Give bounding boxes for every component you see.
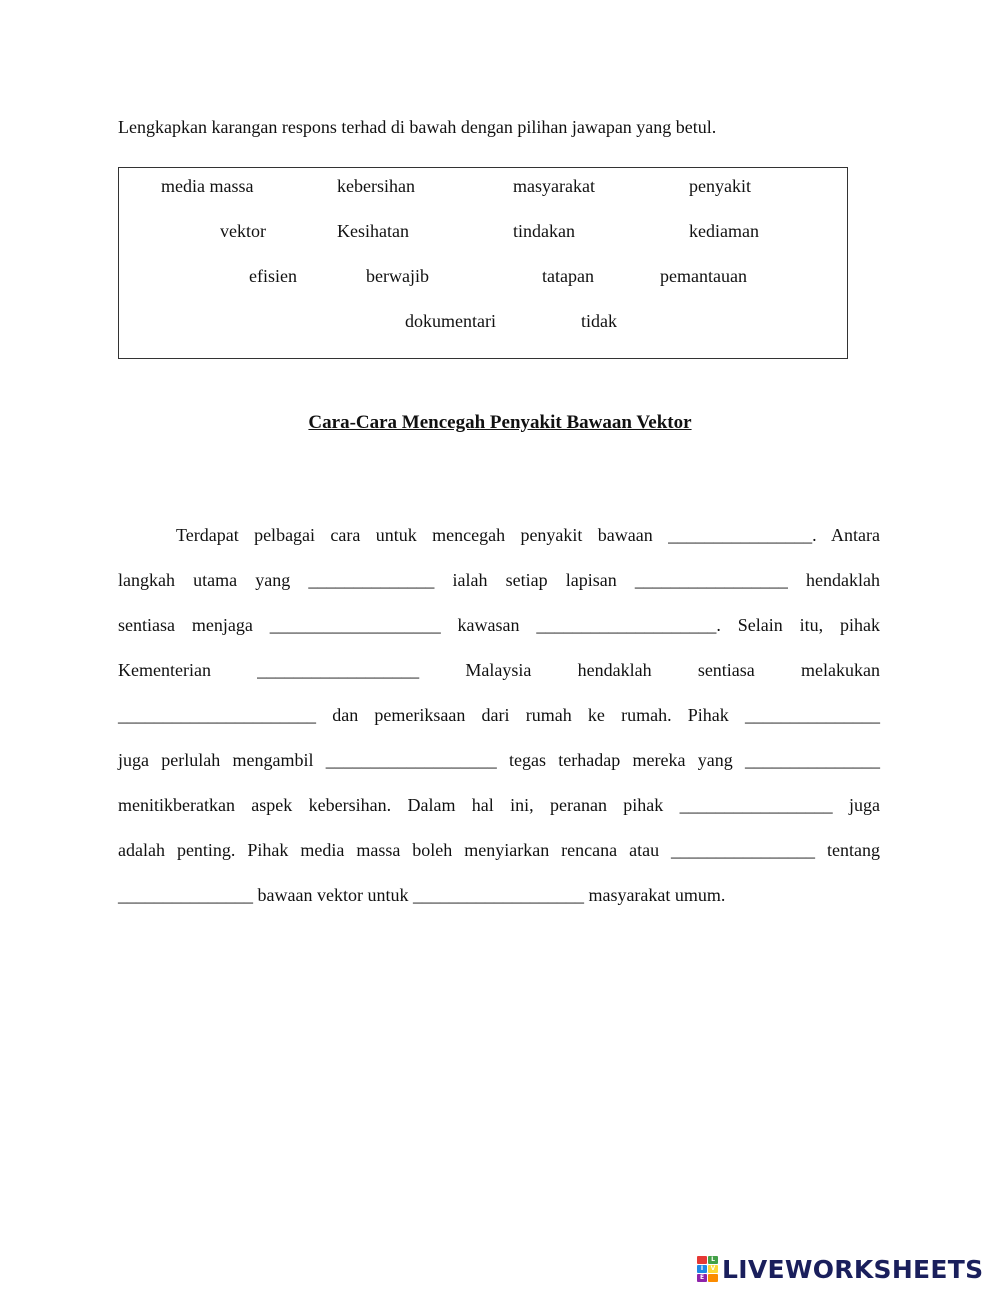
word-bank-item: kediaman [689, 221, 759, 241]
word-bank-item: berwajib [366, 266, 429, 286]
essay-paragraph [118, 515, 880, 920]
word-bank-item: pemantauan [660, 266, 747, 286]
word-bank-box [118, 167, 848, 359]
liveworksheets-footer [697, 1253, 983, 1285]
paragraph-line: Kementerian __________________ Malaysia hendaklah sentiasa melakukan [118, 660, 880, 680]
paragraph-line: sentiasa menjaga ___________________ kawasan ____________________. Selain itu, pihak [118, 615, 880, 635]
word-bank-item: dokumentari [405, 311, 496, 331]
word-bank-item: kebersihan [337, 176, 415, 196]
word-bank-item: masyarakat [513, 176, 595, 196]
paragraph-line: adalah penting. Pihak media massa boleh menyiarkan rencana atau ________________ tentang [118, 840, 880, 860]
logo-block: I [697, 1265, 707, 1273]
liveworksheets-logo-icon [697, 1256, 718, 1282]
essay-title: Cara-Cara Mencegah Penyakit Bawaan Vektor [308, 412, 692, 433]
brand-name: LIVEWORKSHEETS [722, 1254, 984, 1284]
word-bank-item: efisien [249, 266, 297, 286]
logo-block: L [708, 1256, 718, 1264]
word-bank-item: Kesihatan [337, 221, 409, 241]
logo-block: E [697, 1274, 707, 1282]
instruction-text: Lengkapkan karangan respons terhad di bawah dengan pilihan jawapan yang betul. [118, 117, 717, 137]
logo-block [708, 1274, 718, 1282]
word-bank-item: penyakit [689, 176, 751, 196]
paragraph-line: Terdapat pelbagai cara untuk mencegah penyakit bawaan ________________. Antara [176, 525, 880, 545]
logo-block [697, 1256, 707, 1264]
paragraph-line: juga perlulah mengambil ___________________ tegas terhadap mereka yang _______________ [118, 750, 880, 770]
word-bank-item: vektor [220, 221, 266, 241]
word-bank-item: media massa [161, 176, 254, 196]
word-bank-item: tatapan [542, 266, 594, 286]
word-bank-item: tidak [581, 311, 617, 331]
word-bank-item: tindakan [513, 221, 575, 241]
paragraph-line: langkah utama yang ______________ ialah setiap lapisan _________________ hendaklah [118, 570, 880, 590]
logo-block: V [708, 1265, 718, 1273]
paragraph-line: _______________ bawaan vektor untuk ___________________ masyarakat umum. [118, 885, 726, 905]
paragraph-line: menitikberatkan aspek kebersihan. Dalam hal ini, peranan pihak _________________ juga [118, 795, 880, 815]
paragraph-line: ______________________ dan pemeriksaan dari rumah ke rumah. Pihak _______________ [118, 705, 880, 725]
